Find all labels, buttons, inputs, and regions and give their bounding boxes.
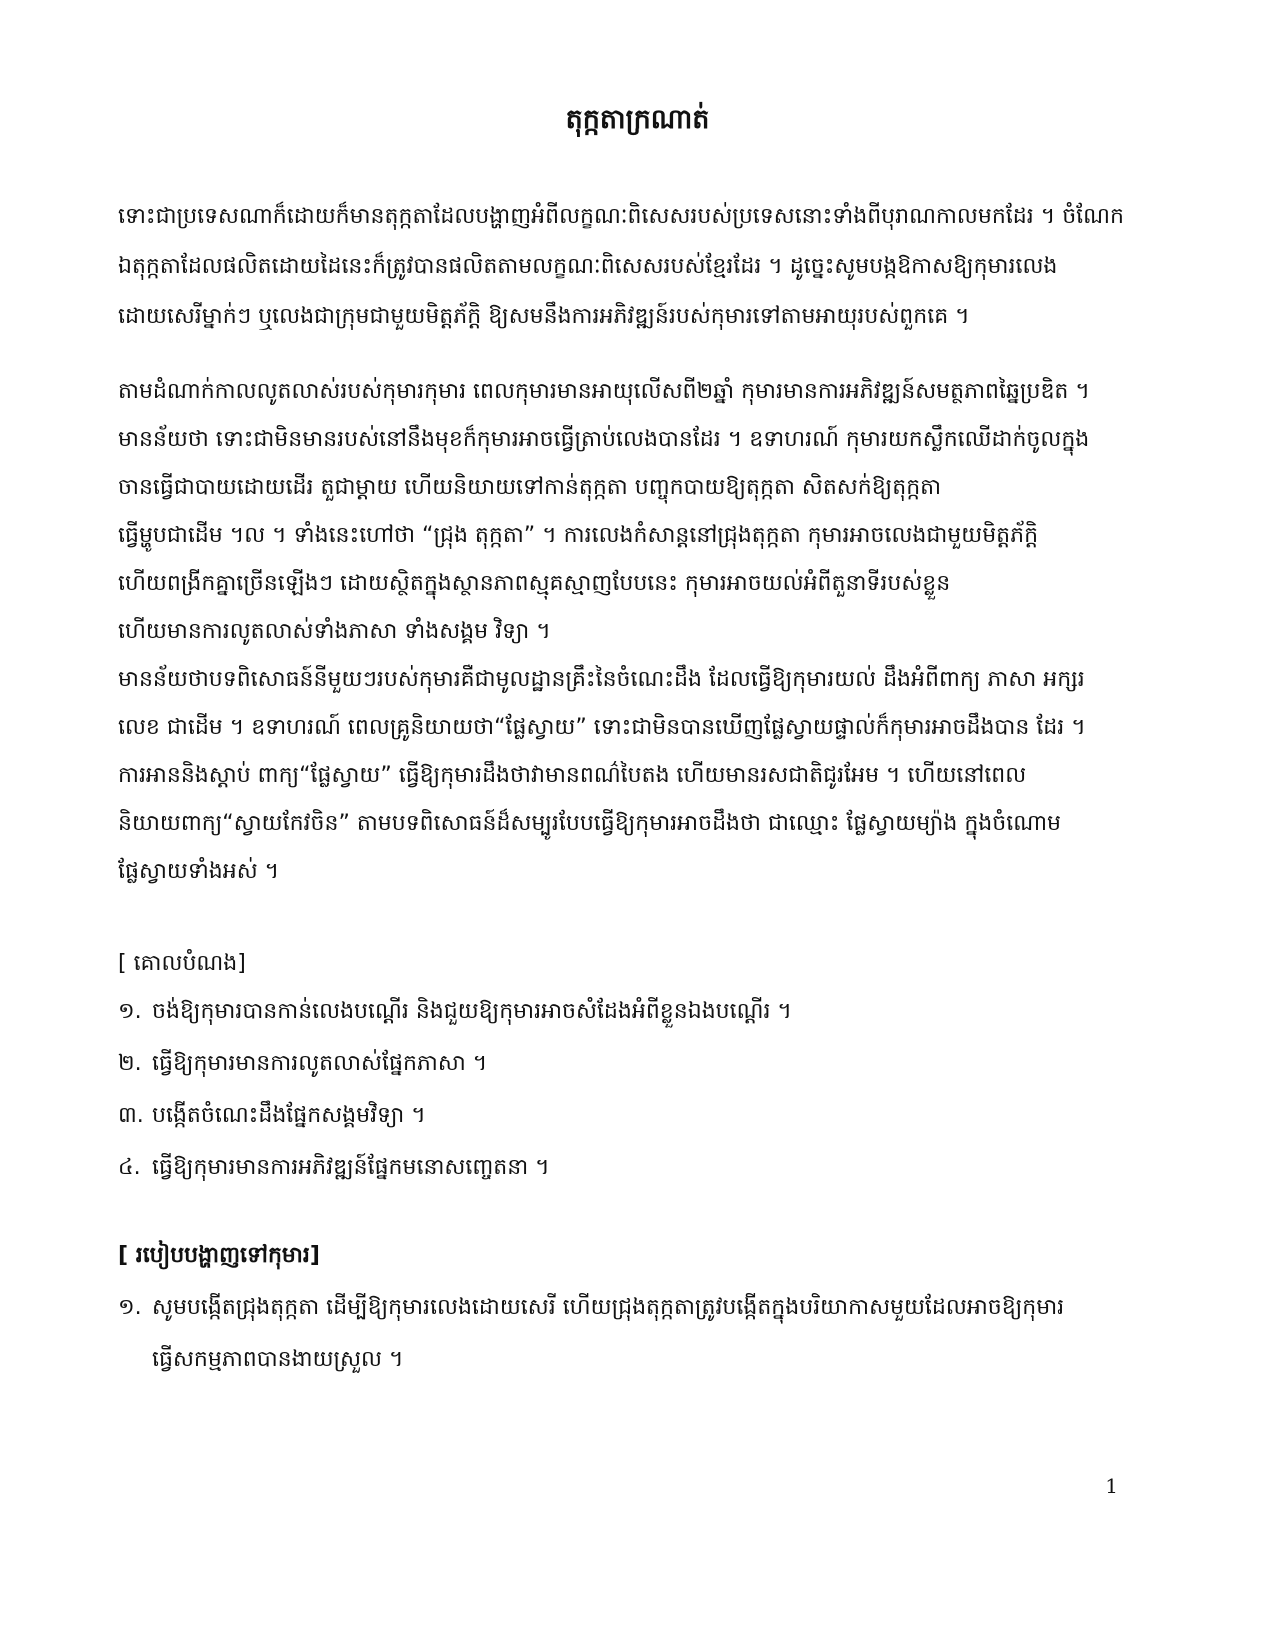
- objective-item: [118, 986, 1158, 1038]
- objective-item: [118, 1090, 1158, 1142]
- paragraph-line: តាមដំណាក់កាលលូតលាស់របស់កុមារកុមារ ពេលកុមារមានអាយុលើសពី២ឆ្នាំ កុមារមានការអភិវឌ្ឍន៍សមត្ថភាពឆ្នៃប្រឌិត ។: [118, 379, 1090, 404]
- objective-text: ធ្វើឱ្យកុមារមានការអភិវឌ្ឍន៍ផ្នែកមនោសញ្ចេតនា ។: [152, 1155, 550, 1180]
- paragraph-line: ចានធ្វើជាបាយដោយដើរ តួជាម្ដាយ ហើយនិយាយទៅកាន់តុក្កតា បញ្ចុកបាយឱ្យតុក្កតា សិតសក់ឱ្យតុក្កតា: [118, 475, 942, 500]
- paragraph-line: ហើយមានការលូតលាស់ទាំងភាសា ទាំងសង្គម វិទ្យា ។: [118, 619, 551, 644]
- presentation-item: [118, 1282, 1158, 1386]
- list-number: ១.: [118, 1295, 142, 1320]
- objective-text: ចង់ឱ្យកុមារបានកាន់លេងបណ្ដើរ និងជួយឱ្យកុមារអាចសំដែងអំពីខ្លួនឯងបណ្ដើរ ។: [152, 999, 792, 1024]
- objective-item: [118, 1038, 1158, 1090]
- objectives-heading: [ គោលបំណង]: [118, 951, 246, 976]
- paragraph-line: មានន័យថា ទោះជាមិនមានរបស់នៅនឹងមុខក៏កុមារអាចធ្វើត្រាប់លេងបានដែរ ។ ឧទាហរណ៍ កុមារយកស្លឹកឈើដាក់ចូលក្នុង: [118, 427, 1090, 452]
- paragraph-line: ឯតុក្កតាដែលផលិតដោយដៃនេះក៏ត្រូវបានផលិតតាមលក្ខណៈពិសេសរបស់ខ្មែរដែរ ។ ដូច្នេះសូមបង្កឱកាសឱ្យកុមារលេង: [118, 254, 1058, 279]
- list-number: ២.: [118, 1051, 142, 1076]
- paragraph-line: ហើយពង្រីកគ្នាច្រើនឡើងៗ ដោយស្ថិតក្នុងស្ថានភាពស្មុគស្មាញបែបនេះ កុមារអាចយល់អំពីតួនាទីរបស់ខ្លួន: [118, 571, 951, 596]
- paragraph-line: ផ្លែស្វាយទាំងអស់ ។: [118, 859, 280, 884]
- objective-item: [118, 1142, 1158, 1194]
- list-number: ១.: [118, 999, 142, 1024]
- paragraph-line: លេខ ជាដើម ។ ឧទាហរណ៍ ពេលគ្រូនិយាយថា“ផ្លែស្វាយ” ទោះជាមិនបានឃើញផ្លែស្វាយផ្ទាល់ក៏កុមារអាចដឹងបាន ដែរ ។: [118, 715, 1086, 740]
- paragraph-line: ធ្វើម្ហូបជាដើម ។ល ។ ទាំងនេះហៅថា “ជ្រុង តុក្កតា” ។ ការលេងកំសាន្តនៅជ្រុងតុក្កតា កុមារអាចលេងជាមួយមិត្តភ័ក្តិ: [118, 523, 1039, 548]
- paragraph-line: ដោយសេរីម្នាក់ៗ ឬលេងជាក្រុមជាមួយមិត្តភ័ក្តិ ឱ្យសមនឹងការអភិវឌ្ឍន៍របស់កុមារទៅតាមអាយុរបស់ពួកគេ ។: [118, 304, 970, 329]
- list-number: ៣.: [118, 1103, 144, 1128]
- development-paragraph: [118, 368, 1158, 896]
- objective-text: ធ្វើឱ្យកុមារមានការលូតលាស់ផ្នែកភាសា ។: [152, 1051, 488, 1076]
- list-number: ៤.: [118, 1155, 141, 1180]
- presentation-text-line: សូមបង្កើតជ្រុងតុក្កតា ដើម្បីឱ្យកុមារលេងដោយសេរី ហើយជ្រុងតុក្កតាត្រូវបង្កើតក្នុងបរិយាកាសមួយដែលអាចឱ្យកុមារ: [152, 1295, 1065, 1320]
- objectives-list: [118, 986, 1158, 1194]
- document-title: តុក្កតាក្រណាត់: [565, 104, 710, 135]
- presentation-heading: [ របៀបបង្ហាញទៅកុមារ]: [118, 1243, 320, 1268]
- paragraph-line: ទោះជាប្រទេសណាក៏ដោយក៏មានតុក្កតាដែលបង្ហាញអំពីលក្ខណៈពិសេសរបស់ប្រទេសនោះទាំងពីបុរាណកាលមកដែរ ។ ចំណែក: [118, 204, 1124, 229]
- paragraph-line: និយាយពាក្យ“ស្វាយកែវចិន” តាមបទពិសោធន៍ដ៏សម្បូរបែបធ្វើឱ្យកុមារអាចដឹងថា ជាឈ្មោះ ផ្លែស្វាយម្យ៉ាង ក្នុងចំណោម: [118, 811, 1062, 836]
- objective-text: បង្កើតចំណេះដឹងផ្នែកសង្គមវិទ្យា ។: [152, 1103, 426, 1128]
- page-number: 1: [1105, 1474, 1118, 1498]
- paragraph-line: មានន័យថាបទពិសោធន៍នីមួយៗរបស់កុមារគឺជាមូលដ្ឋានគ្រឹះនៃចំណេះដឹង ដែលធ្វើឱ្យកុមារយល់ ដឹងអំពីពាក្យ ភាសា អក្សរ: [118, 667, 1085, 692]
- presentation-list: [118, 1282, 1158, 1386]
- paragraph-line: ការអាននិងស្ដាប់ ពាក្យ“ផ្លែស្វាយ” ធ្វើឱ្យកុមារដឹងថាវាមានពណ៌បៃតង ហើយមានរសជាតិជូរអែម ។ ហើយនៅពេល: [118, 763, 1027, 788]
- intro-paragraph: [118, 192, 1158, 342]
- presentation-text-line: ធ្វើសកម្មភាពបានងាយស្រួល ។: [152, 1347, 404, 1372]
